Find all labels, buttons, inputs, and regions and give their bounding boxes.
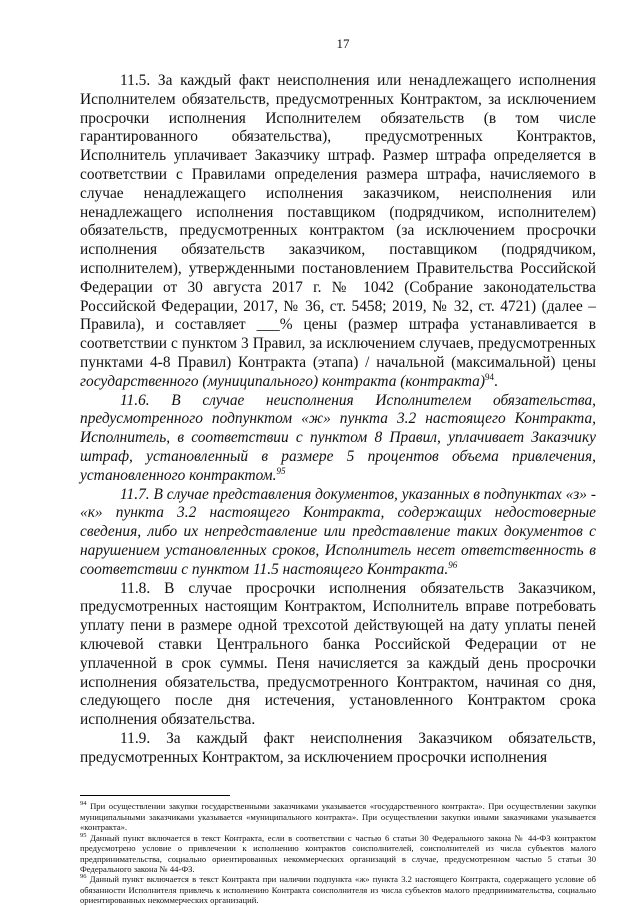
footnote-text: Данный пункт включается в текст Контракта, если в соответствии с частью 6 статьи 30 Федерального закона № 44-ФЗ контрактом предусмотрено условие о привлечении к исполнению контрактов соисполнителей, соисполнителей из числа субъектов малого предпринимательства, социально ориентированных некоммерческих организаций в случае, предусмотренном частью 5 статьи 30 Федерального закона № 44-ФЗ.: [80, 832, 596, 874]
footnote-separator: [80, 795, 230, 796]
footnote-94: [80, 801, 596, 832]
footnote-text: При осуществлении закупки государственными заказчиками указывается «государственного контракта». При осуществлении закупки муниципальными заказчиками указывается «муниципального контракта». При осуществлении закупки иными заказчиками указывается «контракта».: [80, 801, 596, 833]
paragraph-11-9: [80, 730, 596, 768]
paragraph-text: 11.6. В случае неисполнения Исполнителем обязательства, предусмотренного подпунктом «ж» пункта 3.2 настоящего Контракта, Исполнитель, в соответствии с пунктом 8 Правил, уплачивает Заказчику штраф, установленный в размере 5 процентов объема привлечения, установленного контрактом.: [80, 391, 596, 484]
paragraph-text: 11.5. За каждый факт неисполнения или ненадлежащего исполнения Исполнителем обязательств, предусмотренных Контрактом, за исключением просрочки исполнения Исполнителем обязательств (в том числе гарантированного обязательства), предусмотренных Контрактов, Исполнитель уплачивает Заказчику штраф. Размер штрафа определяется в соответствии с Правилами определения размера штрафа, начисляемого в случае ненадлежащего исполнения заказчиком, неисполнения или ненадлежащего исполнения поставщиком (подрядчиком, исполнителем) обязательств, предусмотренных контрактом (за исключением просрочки исполнения обязательств заказчиком, поставщиком (подрядчиком, исполнителем), утвержденными постановлением Правительства Российской Федерации от 30 августа 2017 г. № 1042 (Собрание законодательства Российской Федерации, 2017, № 36, ст. 5458; 2019, № 32, ст. 4721) (далее – Правила), и составляет ___% цены (размер штрафа устанавливается в соответствии с пунктом 3 Правил, за исключением случаев, предусмотренных пунктами 4-8 Правил) Контракта (этапа) / начальной (максимальной) цены: [80, 72, 596, 371]
footnote-95: [80, 833, 596, 875]
footnote-number: 95: [80, 831, 87, 839]
footnote-text: Данный пункт включается в текст Контракта при наличии подпункта «ж» пункта 3.2 настоящего Контракта, содержащего условие об обязанности Исполнителя привлечь к исполнению Контракта соисполнителя из числа субъектов малого предпринимательства, социально ориентированных некоммерческих организаций.: [80, 874, 596, 906]
paragraph-text: 11.9. За каждый факт неисполнения Заказчиком обязательств, предусмотренных Контрактом, за исключением просрочки исполнения: [80, 729, 596, 766]
document-body: [80, 72, 596, 767]
footnote-ref[interactable]: 95: [276, 465, 286, 476]
paragraph-text: 11.7. В случае представления документов, указанных в подпунктах «з» - «к» пункта 3.2 настоящего Контракта, содержащих недостоверные сведения, либо их непредставление или представление таких документов с нарушением установленных сроков, Исполнитель несет ответственность в соответствии с пунктом 11.5 настоящего Контракта.: [80, 485, 596, 578]
footnote-number: 94: [80, 800, 87, 808]
footnote-ref[interactable]: 94: [484, 371, 494, 382]
paragraph-11-7: [80, 486, 596, 580]
footnote-ref[interactable]: 96: [448, 559, 458, 570]
footnotes: [80, 801, 596, 905]
footnote-number: 96: [80, 873, 87, 881]
paragraph-11-8: [80, 580, 596, 730]
paragraph-text: 11.8. В случае просрочки исполнения обязательств Заказчиком, предусмотренных настоящим Контрактом, Исполнитель вправе потребовать уплату пени в размере одной трехсотой действующей на дату уплаты пеней ключевой ставки Центрального банка Российской Федерации от не уплаченной в срок суммы. Пеня начисляется за каждый день просрочки исполнения обязательства, предусмотренного Контрактом, начиная со дня, следующего после дня истечения, установленного Контрактом срока исполнения обязательства.: [80, 579, 596, 729]
page-number: 17: [336, 36, 350, 51]
paragraph-italic-tail: государственного (муниципального) контракта (контракта): [80, 372, 485, 390]
paragraph-11-5: 11.5. За каждый факт неисполнения или ненадлежащего исполнения Исполнителем обязательств, предусмотренных Контрактом, за исключением просрочки исполнения Исполнителем обязательств (в том числе гарантированного обязательства), предусмотренных Контрактов, Исполнитель уплачивает Заказчику штраф. Размер штрафа определяется в соответствии с Правилами определения размера штрафа, начисляемого в случае ненадлежащего исполнения заказчиком, неисполнения или ненадлежащего исполнения поставщиком (подрядчиком, исполнителем) обязательств, предусмотренных контрактом (за исключением просрочки исполнения обязательств заказчиком, поставщиком (подрядчиком, исполнителем), утвержденными постановлением Правительства Российской Федерации от 30 августа 2017 г. № 1042 (Собрание законодательства Российской Федерации, 2017, № 36, ст. 5458; 2019, № 32, ст. 4721) (далее – Правила), и составляет ___% цены (размер штрафа устанавливается в соответствии с пунктом 3 Правил, за исключением случаев, предусмотренных пунктами 4-8 Правил) Контракта (этапа) / начальной (максимальной) цены государственного (муниципального) контракта (контракта)$^{94}$.: [80, 72, 596, 390]
paragraph-11-6: [80, 392, 596, 486]
footnote-96: [80, 874, 596, 905]
